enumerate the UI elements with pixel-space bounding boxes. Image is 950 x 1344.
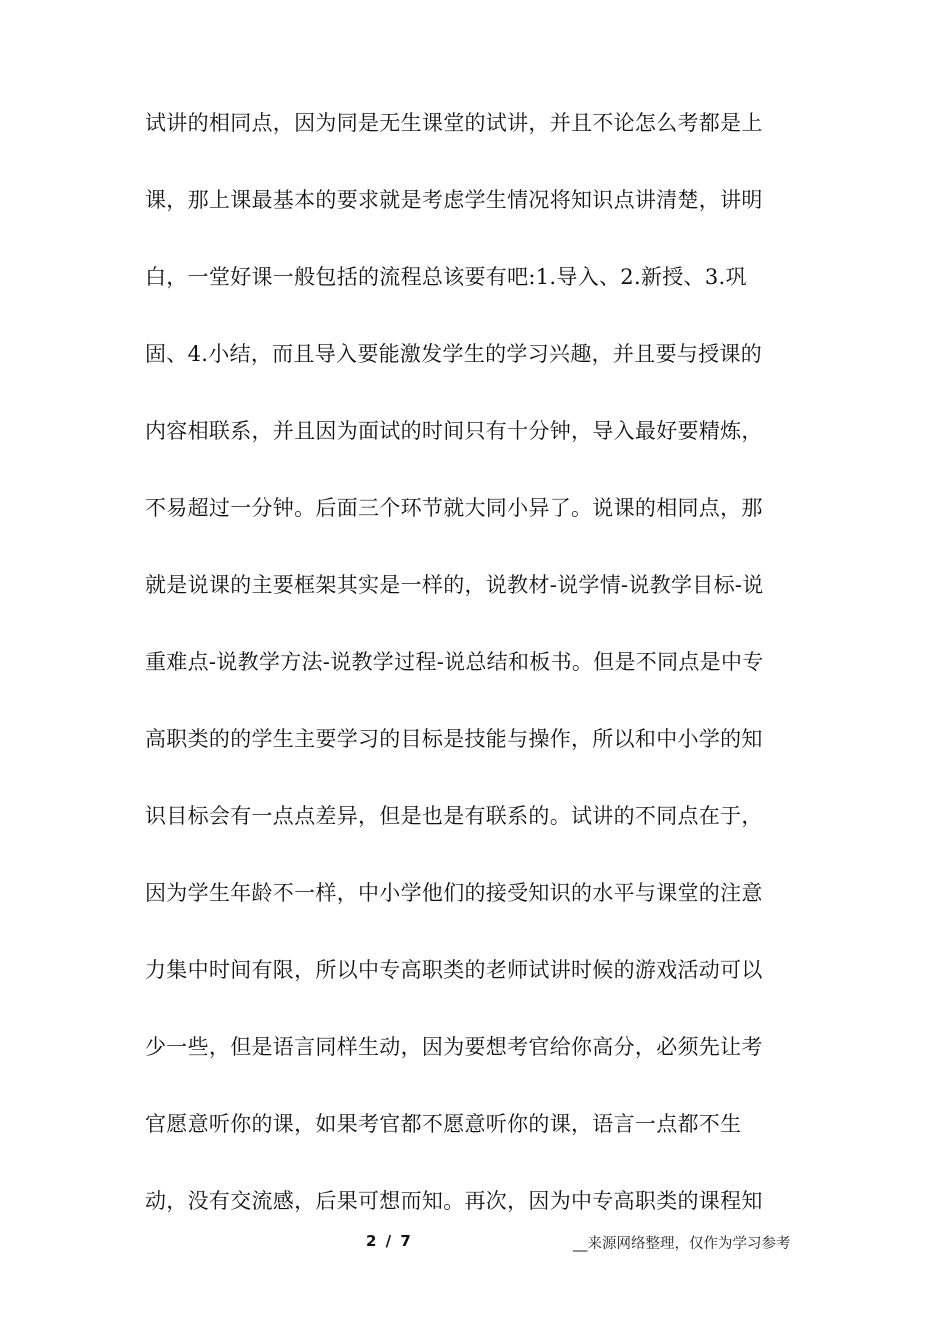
text-line: 高职类的的学生主要学习的目标是技能与操作，所以和中小学的知 <box>145 727 763 751</box>
text-line: 内容相联系，并且因为面试的时间只有十分钟，导入最好要精炼， <box>145 419 763 443</box>
text-line: 重难点-说教学方法-说教学过程-说总结和板书。但是不同点是中专 <box>145 650 764 674</box>
source-note: __来源网络整理，仅作为学习参考 <box>573 1236 791 1252</box>
text-line: 试讲的相同点，因为同是无生课堂的试讲，并且不论怎么考都是上 <box>145 111 763 135</box>
text-line: 动，没有交流感，后果可想而知。再次，因为中专高职类的课程知 <box>145 1189 763 1213</box>
page-footer <box>0 1232 950 1256</box>
text-line: 识目标会有一点点差异，但是也是有联系的。试讲的不同点在于， <box>145 804 763 828</box>
text-line: 白，一堂好课一般包括的流程总该要有吧:1.导入、2.新授、3.巩 <box>145 265 747 289</box>
text-line: 固、4.小结，而且导入要能激发学生的学习兴趣，并且要与授课的 <box>145 342 763 366</box>
page-number: 2 / 7 <box>366 1232 413 1250</box>
text-line: 力集中时间有限，所以中专高职类的老师试讲时候的游戏活动可以 <box>145 958 763 982</box>
text-line: 官愿意听你的课，如果考官都不愿意听你的课，语言一点都不生 <box>145 1112 742 1136</box>
text-line: 课，那上课最基本的要求就是考虑学生情况将知识点讲清楚，讲明 <box>145 188 763 212</box>
text-line: 因为学生年龄不一样，中小学他们的接受知识的水平与课堂的注意 <box>145 881 763 905</box>
text-line: 就是说课的主要框架其实是一样的，说教材-说学情-说教学目标-说 <box>145 573 764 597</box>
body-text <box>145 112 810 1267</box>
text-line: 少一些，但是语言同样生动，因为要想考官给你高分，必须先让考 <box>145 1035 763 1059</box>
text-line: 不易超过一分钟。后面三个环节就大同小异了。说课的相同点，那 <box>145 496 763 520</box>
